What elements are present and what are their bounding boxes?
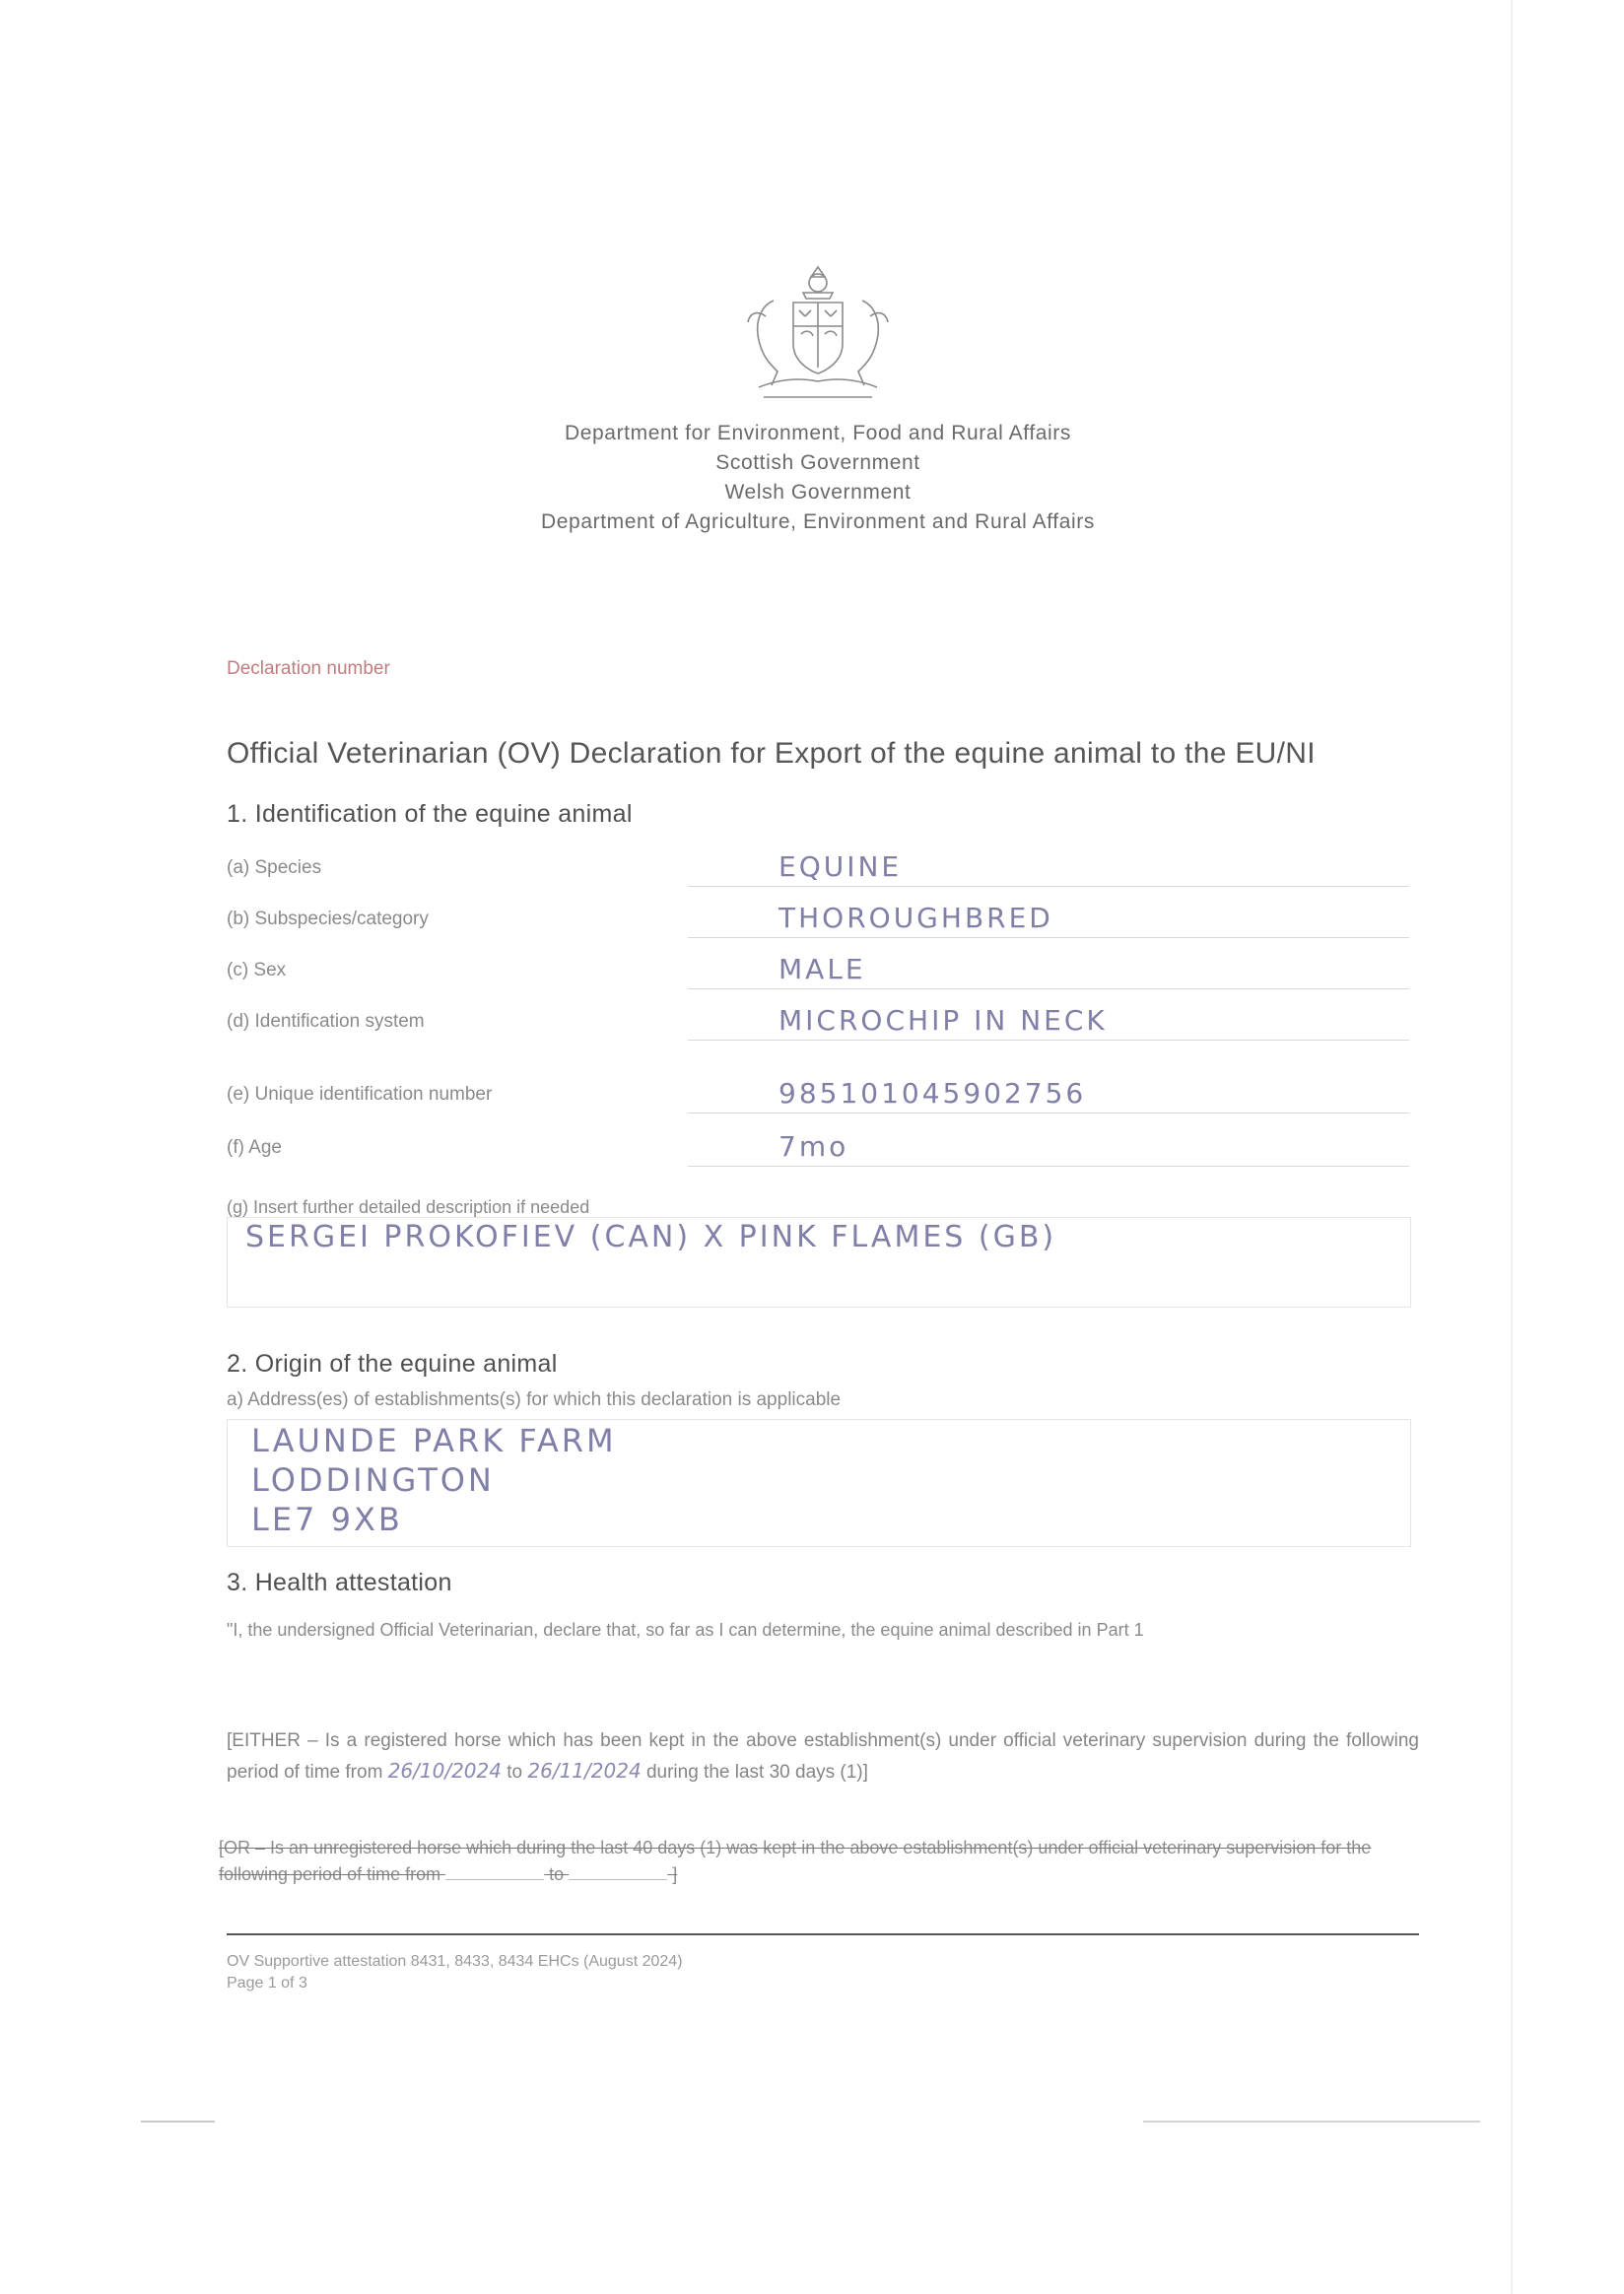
- field-value-handwritten: THOROUGHBRED: [778, 902, 1053, 934]
- field-rule: [688, 886, 1409, 887]
- footer: [227, 1951, 683, 1994]
- or-clause-struck-through: [219, 1835, 1419, 1888]
- description-value-handwritten: SERGEI PROKOFIEV (CAN) X PINK FLAMES (GB): [245, 1220, 1057, 1254]
- section-2-heading: 2. Origin of the equine animal: [227, 1350, 558, 1378]
- field-rule: [688, 937, 1409, 938]
- or-clause-end: ]: [672, 1864, 678, 1884]
- department-line: Department of Agriculture, Environment and Rural Affairs: [541, 510, 1095, 533]
- document-title: Official Veterinarian (OV) Declaration for Export of the equine animal to the EU/NI: [227, 737, 1316, 770]
- either-clause-text: [EITHER – Is a registered horse which has been kept in the above establishment(s) under official veterinary supervision during the following period of time from: [227, 1730, 1419, 1783]
- department-line: Scottish Government: [715, 451, 920, 474]
- field-value-handwritten: 7mo: [778, 1130, 849, 1163]
- date-to-handwritten: 26/11/2024: [527, 1759, 642, 1783]
- page-number: Page 1 of 3: [227, 1975, 307, 1991]
- field-species: [227, 838, 1409, 887]
- field-label: (d) Identification system: [227, 1011, 425, 1032]
- declaration-number-label: Declaration number: [227, 658, 390, 679]
- address-line: LODDINGTON: [251, 1461, 495, 1499]
- either-to-text: to: [507, 1762, 523, 1783]
- royal-coat-of-arms-icon: [734, 261, 902, 409]
- section-1-heading: 1. Identification of the equine animal: [227, 800, 633, 828]
- field-value-handwritten: 985101045902756: [778, 1077, 1087, 1110]
- description-box: [227, 1217, 1411, 1308]
- scan-edge-line: [1511, 0, 1513, 2294]
- issuing-departments: [296, 419, 1340, 537]
- department-line: Department for Environment, Food and Rural Affairs: [564, 422, 1071, 444]
- blank-line: [569, 1878, 667, 1880]
- field-rule: [688, 1040, 1409, 1041]
- description-label: (g) Insert further detailed description if needed: [227, 1197, 590, 1217]
- address-label: a) Address(es) of establishments(s) for which this declaration is applicable: [227, 1389, 842, 1410]
- attestation-text: "I, the undersigned Official Veterinarian, declare that, so far as I can determine, the equine animal described in Part 1: [227, 1620, 1144, 1640]
- scan-artifact-line: [141, 2121, 215, 2123]
- address-box: [227, 1419, 1411, 1547]
- date-from-handwritten: 26/10/2024: [387, 1759, 502, 1783]
- footer-reference: OV Supportive attestation 8431, 8433, 8434 EHCs (August 2024): [227, 1953, 683, 1970]
- address-line: LE7 9XB: [251, 1501, 403, 1538]
- either-clause: [227, 1726, 1419, 1788]
- or-clause-text: [OR – Is an unregistered horse which during the last 40 days (1) was kept in the above establishment(s) under official veterinary supervision for the following period of time from: [219, 1838, 1372, 1884]
- field-subspecies: [227, 889, 1409, 938]
- field-value-handwritten: EQUINE: [778, 850, 903, 883]
- blank-line: [445, 1878, 544, 1880]
- field-label: (f) Age: [227, 1137, 282, 1158]
- field-label: (b) Subspecies/category: [227, 909, 429, 929]
- section-3-heading: 3. Health attestation: [227, 1569, 452, 1596]
- address-line: LAUNDE PARK FARM: [251, 1422, 617, 1459]
- field-identification-system: [227, 991, 1409, 1041]
- either-clause-end: during the last 30 days (1)]: [645, 1762, 868, 1783]
- field-unique-id-number: [227, 1064, 1409, 1113]
- field-value-handwritten: MICROCHIP IN NECK: [778, 1004, 1108, 1037]
- field-value-handwritten: MALE: [778, 953, 866, 985]
- scan-artifact-line: [1143, 2121, 1480, 2123]
- field-sex: [227, 940, 1409, 989]
- department-line: Welsh Government: [724, 481, 912, 504]
- footer-separator: [227, 1933, 1419, 1935]
- or-to-text: to: [549, 1864, 565, 1884]
- field-label: (c) Sex: [227, 960, 287, 980]
- field-rule: [688, 1166, 1409, 1167]
- field-age: [227, 1117, 1409, 1167]
- field-label: (a) Species: [227, 857, 322, 878]
- field-rule: [688, 988, 1409, 989]
- field-label: (e) Unique identification number: [227, 1084, 493, 1105]
